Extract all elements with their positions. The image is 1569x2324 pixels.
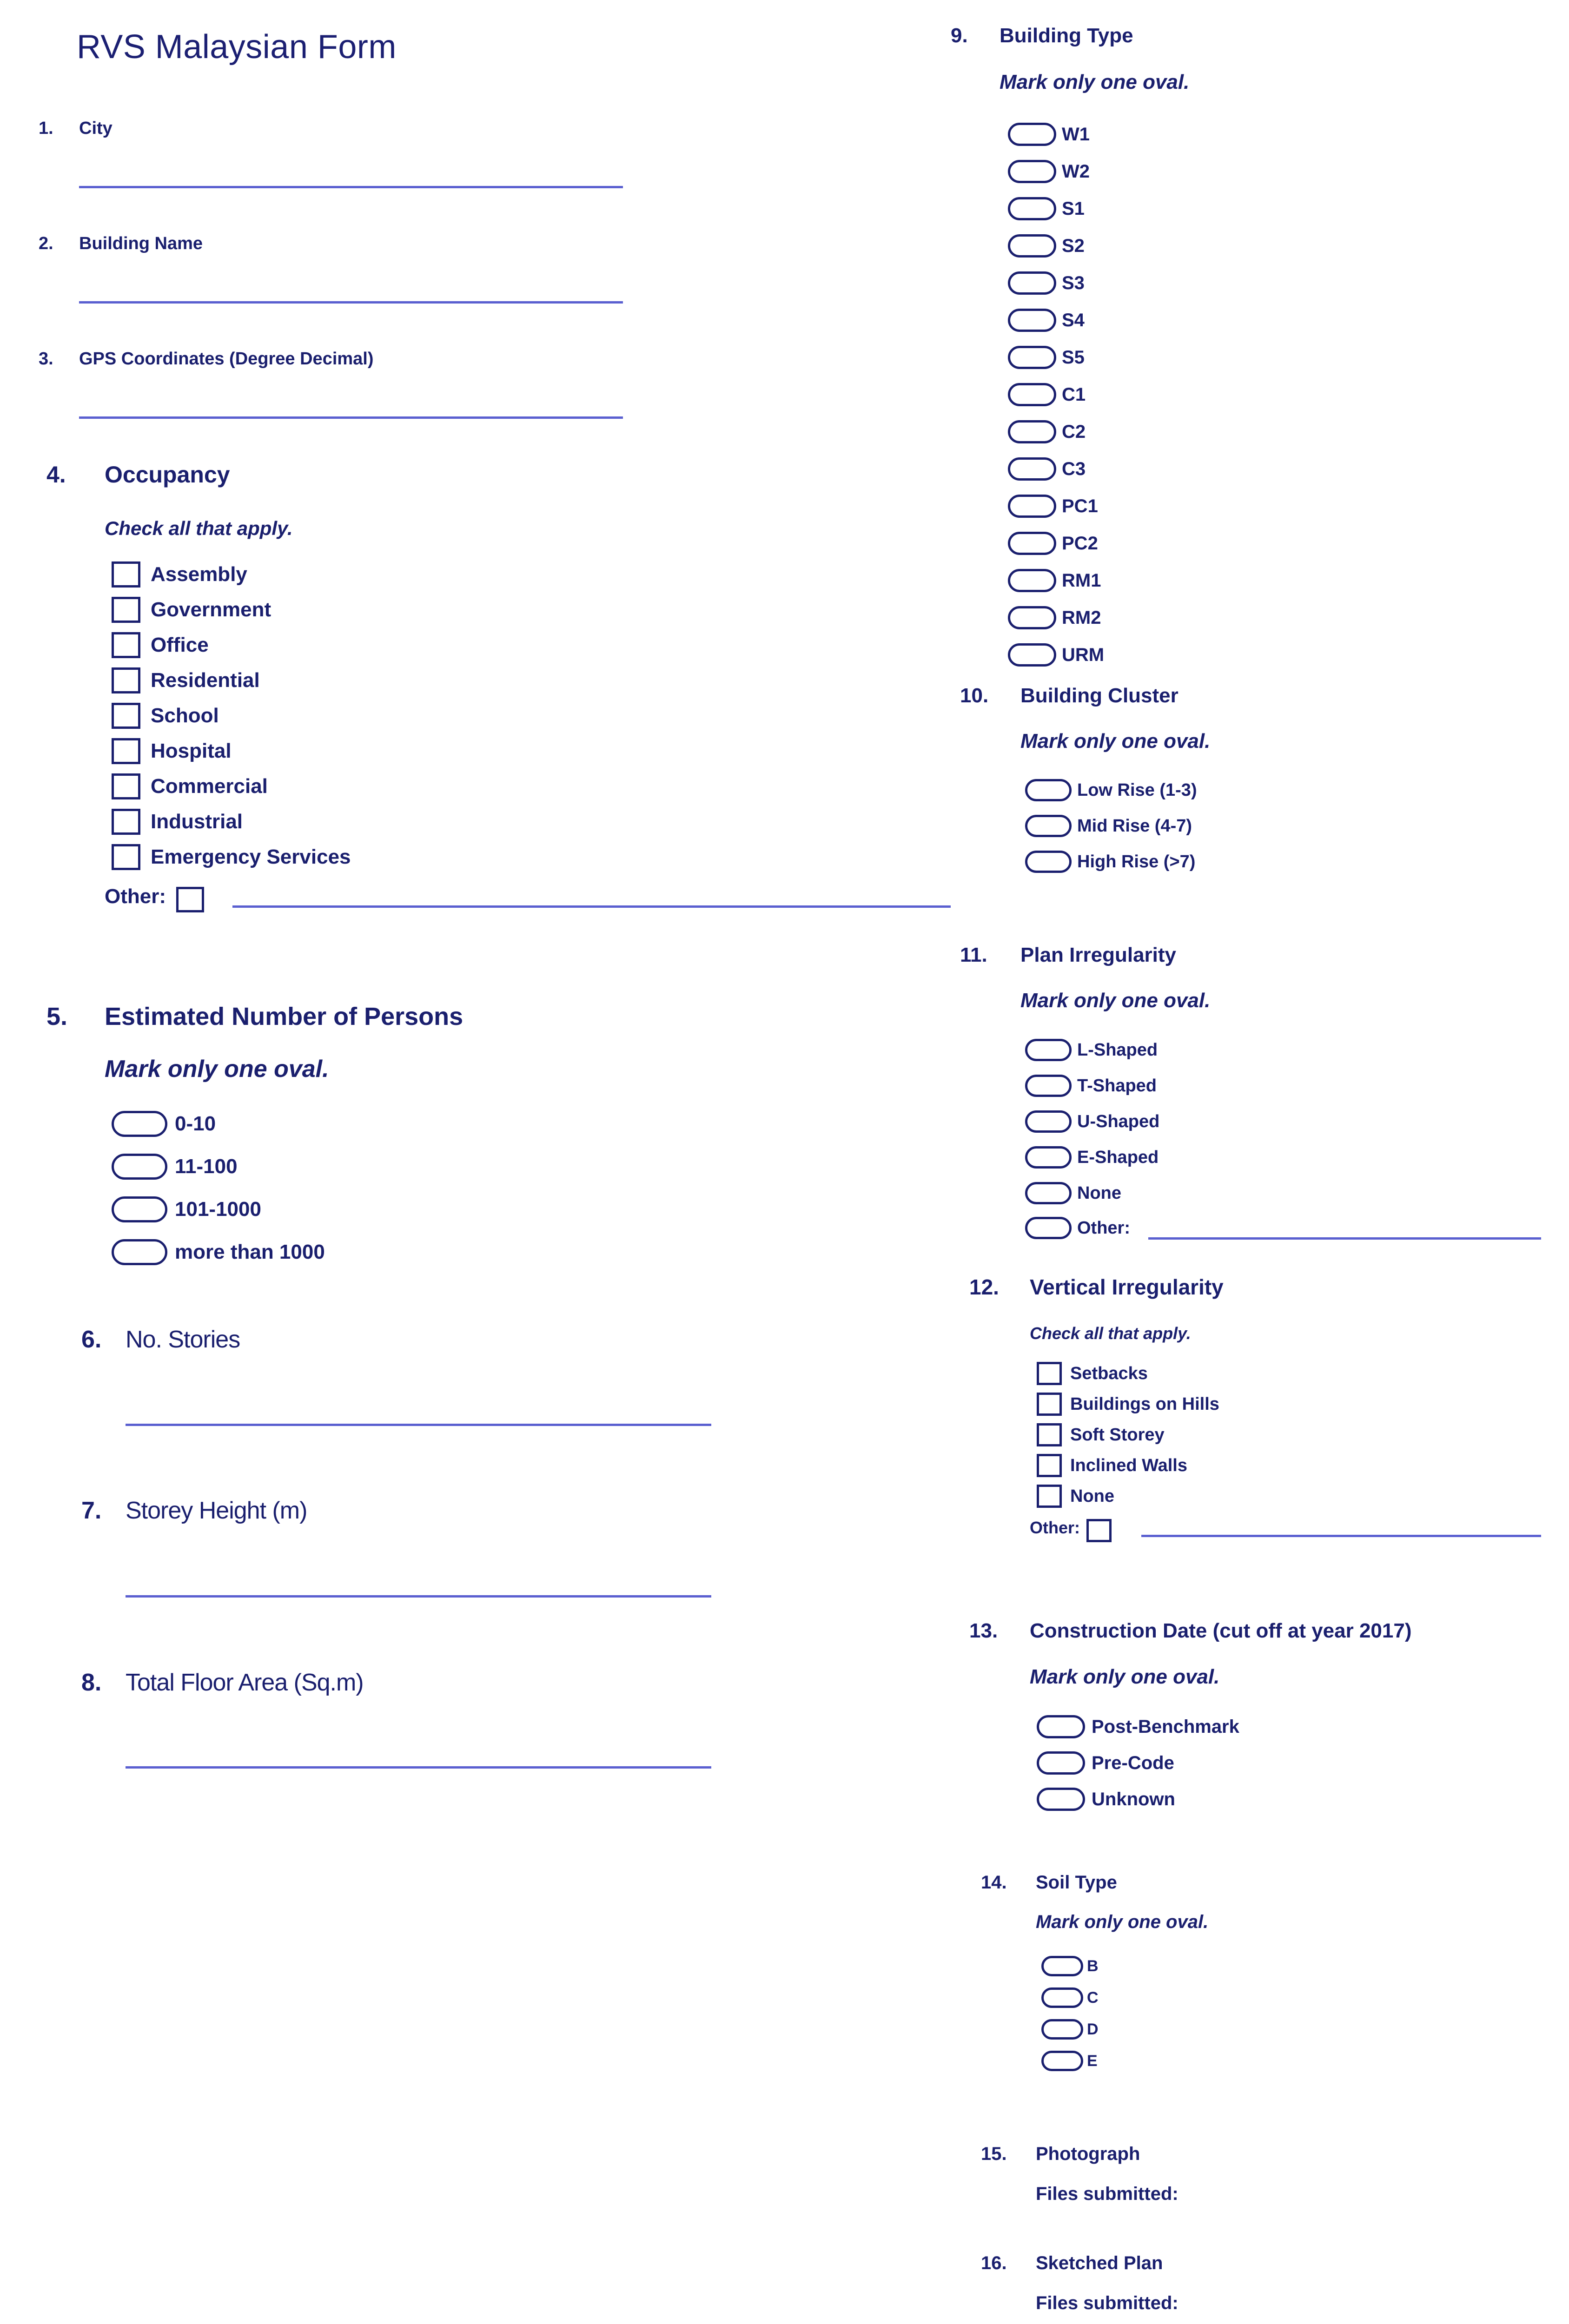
q11-other-oval[interactable] (1025, 1217, 1072, 1239)
q11-label: Plan Irregularity (1020, 944, 1177, 966)
q12-option-label: Soft Storey (1070, 1425, 1165, 1445)
q14-label: Soil Type (1036, 1872, 1117, 1893)
q16-label: Sketched Plan (1036, 2253, 1163, 2273)
q9-option-label: S5 (1062, 347, 1085, 368)
q4-option-label: Government (151, 598, 271, 621)
q12-option-label: Buildings on Hills (1070, 1394, 1219, 1414)
q10-label: Building Cluster (1020, 684, 1178, 707)
q9-option (1008, 234, 1085, 257)
q13-option (1037, 1715, 1239, 1738)
q5-hint: Mark only one oval. (105, 1056, 329, 1083)
q4-checkbox[interactable] (112, 667, 140, 693)
q4-option (112, 597, 271, 623)
q9-radio-oval[interactable] (1008, 569, 1056, 592)
q4-checkbox[interactable] (112, 773, 140, 799)
q9-option-label: PC2 (1062, 533, 1098, 554)
q4-option-label: Office (151, 634, 209, 656)
q11-option-label: None (1077, 1183, 1121, 1203)
q4-other-option (105, 880, 204, 912)
q9-radio-oval[interactable] (1008, 271, 1056, 295)
q13-option-label: Unknown (1092, 1789, 1175, 1809)
q9-radio-oval[interactable] (1008, 197, 1056, 220)
q15-label: Photograph (1036, 2144, 1140, 2164)
q10-hint: Mark only one oval. (1020, 730, 1211, 753)
q13-option (1037, 1788, 1175, 1811)
q9-radio-oval[interactable] (1008, 606, 1056, 629)
q11-hint: Mark only one oval. (1020, 989, 1211, 1012)
q12-checkbox[interactable] (1037, 1362, 1062, 1385)
q4-checkbox[interactable] (112, 703, 140, 729)
q9-option-label: S2 (1062, 235, 1085, 256)
q5-option (112, 1154, 238, 1180)
q11-option (1025, 1182, 1121, 1204)
q9-option-label: PC1 (1062, 495, 1098, 516)
q9-option-label: C3 (1062, 458, 1086, 479)
q14-radio-oval[interactable] (1041, 1987, 1083, 2008)
q15-number: 15. (981, 2144, 1007, 2164)
q2-label: Building Name (79, 234, 203, 253)
q8-label: Total Floor Area (Sq.m) (126, 1669, 364, 1696)
q11-option (1025, 1146, 1159, 1169)
q4-option (112, 773, 268, 799)
q9-option (1008, 420, 1086, 443)
q9-option-label: URM (1062, 644, 1105, 665)
q5-option (112, 1111, 216, 1137)
q4-other-checkbox[interactable] (176, 887, 204, 912)
q4-option-label: Residential (151, 669, 260, 692)
storey-height-field[interactable] (126, 1595, 711, 1598)
q9-option (1008, 457, 1086, 481)
q7-number: 7. (81, 1497, 102, 1524)
q4-option-label: Commercial (151, 775, 268, 798)
q14-option-label: D (1087, 2020, 1099, 2038)
q3-label: GPS Coordinates (Degree Decimal) (79, 349, 374, 369)
q12-option (1037, 1423, 1165, 1446)
q11-other-option (1025, 1217, 1130, 1239)
q4-other-label: Other: (105, 885, 166, 908)
q10-option (1025, 815, 1192, 837)
q12-other-option (1030, 1513, 1112, 1542)
q9-option-label: RM1 (1062, 570, 1101, 591)
q4-checkbox[interactable] (112, 597, 140, 623)
q11-option-label: T-Shaped (1077, 1076, 1157, 1096)
q9-radio-oval[interactable] (1008, 383, 1056, 406)
q12-other-field[interactable] (1141, 1535, 1541, 1537)
q9-radio-oval[interactable] (1008, 346, 1056, 369)
q11-option-label: L-Shaped (1077, 1040, 1158, 1060)
q4-option (112, 561, 247, 588)
q9-radio-oval[interactable] (1008, 532, 1056, 555)
gps-coordinates-field[interactable] (79, 416, 623, 419)
q6-label: No. Stories (126, 1326, 240, 1353)
q14-option-label: E (1087, 2052, 1098, 2070)
q1-number: 1. (39, 119, 53, 138)
q10-option (1025, 851, 1195, 873)
q9-radio-oval[interactable] (1008, 643, 1056, 667)
q9-option (1008, 346, 1085, 369)
q9-option-label: W2 (1062, 161, 1090, 182)
q9-option (1008, 271, 1085, 295)
q8-number: 8. (81, 1669, 102, 1696)
no-stories-field[interactable] (126, 1424, 711, 1426)
q10-radio-oval[interactable] (1025, 779, 1072, 801)
q9-radio-oval[interactable] (1008, 123, 1056, 146)
q5-label: Estimated Number of Persons (105, 1003, 463, 1030)
q13-radio-oval[interactable] (1037, 1715, 1085, 1738)
q13-radio-oval[interactable] (1037, 1788, 1085, 1811)
q9-radio-oval[interactable] (1008, 160, 1056, 183)
q10-number: 10. (960, 684, 989, 707)
q9-radio-oval[interactable] (1008, 309, 1056, 332)
q9-option (1008, 123, 1090, 146)
q9-radio-oval[interactable] (1008, 420, 1056, 443)
q9-option-label: S1 (1062, 198, 1085, 219)
q5-option-label: 101-1000 (175, 1198, 261, 1221)
q9-option-label: C2 (1062, 421, 1086, 442)
q12-number: 12. (969, 1275, 999, 1299)
q2-number: 2. (39, 234, 53, 253)
q4-checkbox[interactable] (112, 844, 140, 870)
q12-option-label: Inclined Walls (1070, 1455, 1187, 1475)
q14-hint: Mark only one oval. (1036, 1912, 1209, 1932)
q16-number: 16. (981, 2253, 1007, 2273)
q9-option-label: S4 (1062, 310, 1085, 330)
q5-radio-oval[interactable] (112, 1196, 167, 1222)
q14-radio-oval[interactable] (1041, 1956, 1083, 1976)
q5-radio-oval[interactable] (112, 1111, 167, 1137)
q5-option (112, 1196, 261, 1222)
q12-checkbox[interactable] (1037, 1485, 1062, 1508)
q14-option-label: C (1087, 1988, 1099, 2007)
q11-option-label: E-Shaped (1077, 1147, 1159, 1167)
q7-label: Storey Height (m) (126, 1497, 307, 1524)
form-title: RVS Malaysian Form (77, 28, 397, 66)
q10-option-label: Low Rise (1-3) (1077, 780, 1197, 800)
q5-number: 5. (46, 1003, 68, 1030)
q11-radio-oval[interactable] (1025, 1146, 1072, 1169)
q4-other-field[interactable] (232, 905, 951, 908)
q4-option-label: School (151, 704, 219, 727)
q5-option-label: more than 1000 (175, 1241, 325, 1263)
q14-radio-oval[interactable] (1041, 2051, 1083, 2071)
q9-option (1008, 532, 1098, 555)
q4-option-label: Hospital (151, 739, 232, 762)
q4-option-label: Emergency Services (151, 845, 351, 868)
q10-option (1025, 779, 1197, 801)
q12-checkbox[interactable] (1037, 1454, 1062, 1477)
q13-hint: Mark only one oval. (1030, 1665, 1220, 1688)
q13-option-label: Pre-Code (1092, 1752, 1174, 1773)
q4-option (112, 667, 260, 693)
q4-checkbox[interactable] (112, 561, 140, 588)
q10-option-label: Mid Rise (4-7) (1077, 816, 1192, 836)
q11-other-label: Other: (1077, 1218, 1130, 1238)
q9-option-label: RM2 (1062, 607, 1101, 628)
q4-number: 4. (46, 462, 66, 488)
q12-option-label: Setbacks (1070, 1363, 1148, 1383)
q15-files-submitted: Files submitted: (1036, 2184, 1178, 2204)
q11-other-field[interactable] (1148, 1237, 1541, 1240)
q12-option (1037, 1362, 1148, 1385)
q14-radio-oval[interactable] (1041, 2019, 1083, 2040)
q9-option-label: W1 (1062, 124, 1090, 145)
q9-option (1008, 569, 1101, 592)
q9-option (1008, 383, 1086, 406)
q4-checkbox[interactable] (112, 809, 140, 835)
q9-option (1008, 643, 1104, 667)
q9-option (1008, 606, 1101, 629)
q5-option (112, 1239, 325, 1265)
q9-number: 9. (951, 24, 968, 47)
q11-radio-oval[interactable] (1025, 1182, 1072, 1204)
q4-option (112, 809, 243, 835)
q4-label: Occupancy (105, 462, 230, 488)
q14-number: 14. (981, 1872, 1007, 1893)
q14-option (1041, 2019, 1099, 2040)
q4-option (112, 632, 209, 658)
q9-option-label: S3 (1062, 272, 1085, 293)
q9-option (1008, 495, 1098, 518)
q12-hint: Check all that apply. (1030, 1324, 1191, 1343)
q11-number: 11. (960, 944, 987, 966)
q12-checkbox[interactable] (1037, 1393, 1062, 1416)
q11-option (1025, 1075, 1157, 1097)
q1-label: City (79, 119, 113, 138)
total-floor-area-field[interactable] (126, 1766, 711, 1769)
q11-radio-oval[interactable] (1025, 1039, 1072, 1061)
q14-option-label: B (1087, 1957, 1099, 1975)
q16-files-submitted: Files submitted: (1036, 2293, 1178, 2313)
q9-radio-oval[interactable] (1008, 495, 1056, 518)
q13-radio-oval[interactable] (1037, 1751, 1085, 1775)
q12-option (1037, 1485, 1114, 1508)
q13-option-label: Post-Benchmark (1092, 1716, 1239, 1737)
q14-option (1041, 1987, 1099, 2008)
q9-option (1008, 309, 1085, 332)
q9-option (1008, 160, 1090, 183)
q12-option (1037, 1393, 1219, 1416)
q11-radio-oval[interactable] (1025, 1110, 1072, 1133)
q5-option-label: 11-100 (175, 1155, 238, 1178)
q10-option-label: High Rise (>7) (1077, 852, 1196, 872)
q4-option (112, 844, 351, 870)
q9-option-label: C1 (1062, 384, 1086, 405)
q4-checkbox[interactable] (112, 738, 140, 764)
q5-option-label: 0-10 (175, 1112, 216, 1135)
q12-checkbox[interactable] (1037, 1423, 1062, 1446)
q13-label: Construction Date (cut off at year 2017) (1030, 1619, 1412, 1642)
q9-label: Building Type (1000, 24, 1133, 47)
q14-option (1041, 1956, 1099, 1976)
q4-option-label: Industrial (151, 810, 243, 833)
q13-option (1037, 1751, 1174, 1775)
q12-label: Vertical Irregularity (1030, 1275, 1224, 1299)
q12-other-checkbox[interactable] (1086, 1519, 1112, 1542)
building-name-field[interactable] (79, 301, 623, 304)
q11-radio-oval[interactable] (1025, 1075, 1072, 1097)
q4-option (112, 703, 219, 729)
q4-option-label: Assembly (151, 563, 247, 586)
city-field[interactable] (79, 186, 623, 188)
q9-hint: Mark only one oval. (1000, 71, 1190, 93)
q10-radio-oval[interactable] (1025, 851, 1072, 873)
q9-option (1008, 197, 1085, 220)
q11-option-label: U-Shaped (1077, 1111, 1160, 1131)
q4-hint: Check all that apply. (105, 517, 293, 539)
q12-other-label: Other: (1030, 1518, 1080, 1537)
q3-number: 3. (39, 349, 53, 369)
q11-option (1025, 1110, 1159, 1133)
q10-radio-oval[interactable] (1025, 815, 1072, 837)
q9-radio-oval[interactable] (1008, 234, 1056, 257)
q4-checkbox[interactable] (112, 632, 140, 658)
q5-radio-oval[interactable] (112, 1154, 167, 1180)
q6-number: 6. (81, 1326, 102, 1353)
q12-option (1037, 1454, 1187, 1477)
q9-radio-oval[interactable] (1008, 457, 1056, 481)
q11-option (1025, 1039, 1158, 1061)
q14-option (1041, 2051, 1098, 2071)
q4-option (112, 738, 232, 764)
q12-option-label: None (1070, 1486, 1114, 1506)
q13-number: 13. (969, 1619, 998, 1642)
q5-radio-oval[interactable] (112, 1239, 167, 1265)
